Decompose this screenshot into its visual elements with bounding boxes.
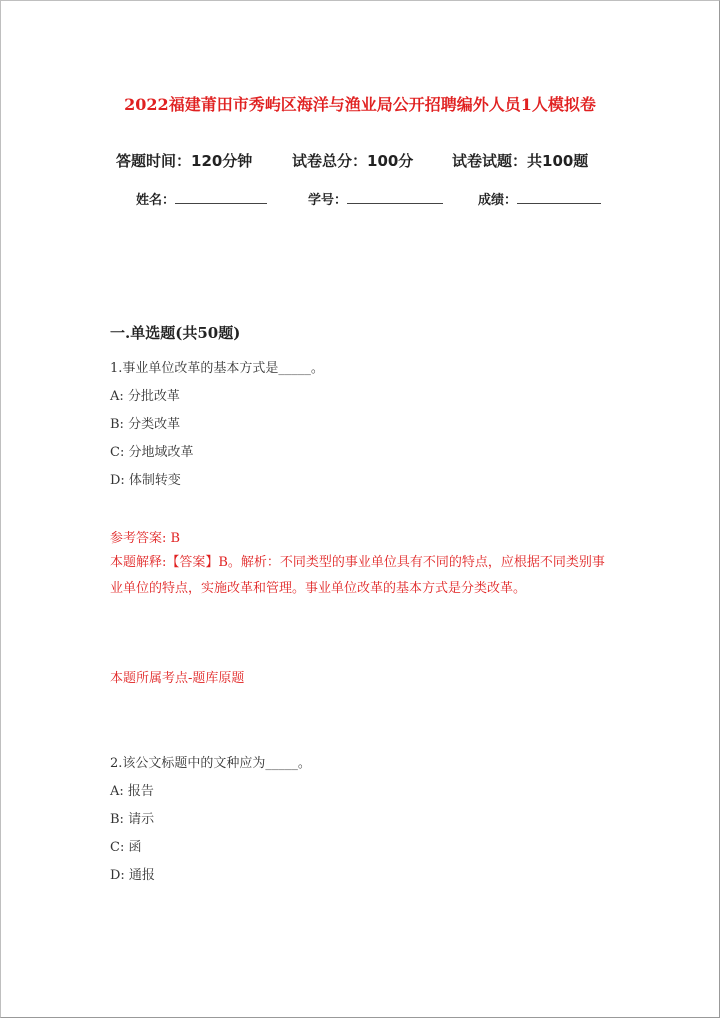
name-label: 姓名： (136, 193, 176, 208)
student-id-blank[interactable] (347, 191, 443, 204)
question-1-stem: 1.事业单位改革的基本方式是_____。 (110, 361, 324, 376)
name-blank[interactable] (175, 191, 267, 204)
question-1-option-b[interactable]: B: 分类改革 (110, 417, 181, 432)
question-1-explanation: 本题解释:【答案】B。解析：不同类型的事业单位具有不同的特点，应根据不同类别事业单位的特点，实施改革和管理。事业单位改革的基本方式是分类改革。 (110, 555, 605, 596)
question-2-stem: 2.该公文标题中的文种应为_____。 (110, 756, 311, 771)
exam-meta (116, 150, 588, 171)
score-field[interactable] (478, 189, 601, 208)
exam-question-count: 试卷试题：共100题 (452, 152, 589, 170)
score-label: 成绩： (478, 193, 518, 208)
question-2-option-b[interactable]: B: 请示 (110, 812, 155, 827)
question-2-option-a[interactable]: A: 报告 (110, 784, 154, 799)
question-1-topic: 本题所属考点-题库原题 (110, 671, 245, 686)
section-heading: 一.单选题(共50题) (110, 324, 241, 342)
question-1-option-d[interactable]: D: 体制转变 (110, 473, 181, 488)
score-blank[interactable] (517, 191, 601, 204)
exam-total-score: 试卷总分：100分 (292, 152, 414, 170)
question-2-option-d[interactable]: D: 通报 (110, 868, 155, 883)
name-field[interactable] (136, 189, 308, 208)
exam-title: 2022福建莆田市秀屿区海洋与渔业局公开招聘编外人员1人模拟卷 (124, 95, 596, 114)
question-1-answer: 参考答案: B (110, 531, 181, 546)
exam-time: 答题时间：120分钟 (116, 152, 253, 170)
student-info (136, 189, 601, 208)
question-1-option-a[interactable]: A: 分批改革 (110, 389, 180, 404)
question-1-option-c[interactable]: C: 分地域改革 (110, 445, 194, 460)
question-2-option-c[interactable]: C: 函 (110, 840, 142, 855)
student-id-label: 学号： (308, 193, 348, 208)
student-id-field[interactable] (308, 189, 478, 208)
